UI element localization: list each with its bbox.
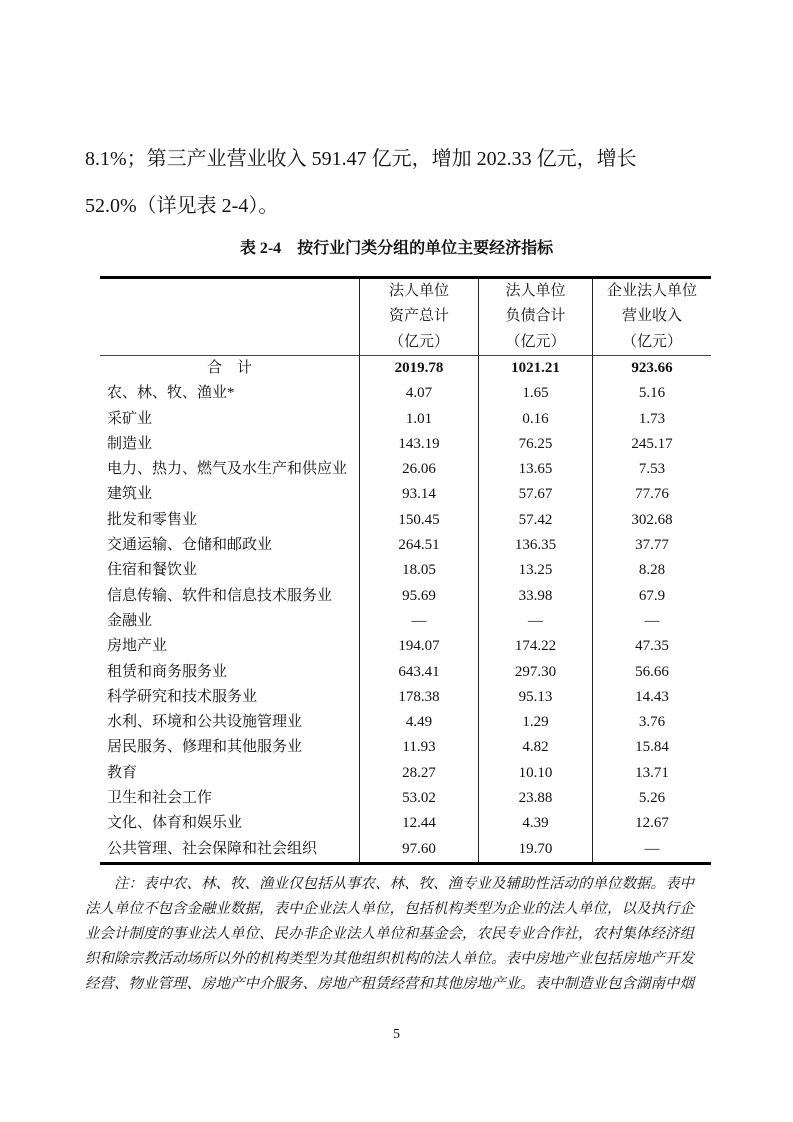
industry-row-label: 农、林、牧、渔业* [107, 385, 235, 402]
industry-row-assets: 1.01 [359, 407, 478, 432]
industry-row-assets: 26.06 [359, 457, 478, 482]
industry-row-liabilities: 57.67 [478, 482, 592, 507]
industry-row-label: 卫生和社会工作 [107, 790, 213, 807]
industry-row-revenue: 47.35 [592, 634, 711, 659]
industry-row-revenue: 1.73 [592, 407, 711, 432]
header-assets-line-2: 资产总计 [388, 308, 449, 325]
industry-row-revenue: 5.26 [592, 786, 711, 811]
industry-row-label: 教育 [107, 764, 138, 781]
industry-row-label: 住宿和餐饮业 [107, 562, 198, 579]
industry-row-assets: — [359, 609, 478, 634]
industry-row-label: 科学研究和技术服务业 [107, 688, 258, 705]
total-row-revenue: 923.66 [592, 356, 711, 381]
industry-row-assets: 178.38 [359, 685, 478, 710]
header-revenue-line-1: 企业法人单位 [606, 282, 697, 299]
industry-row-label: 电力、热力、燃气及水生产和供应业 [107, 461, 348, 478]
industry-row-liabilities: 13.25 [478, 558, 592, 583]
industry-row-liabilities: — [478, 609, 592, 634]
industry-row-assets: 93.14 [359, 482, 478, 507]
industry-row-assets: 28.27 [359, 761, 478, 786]
total-row-assets: 2019.78 [359, 356, 478, 381]
intro-line-2: 52.0%（详见表 2-4）。 [85, 195, 279, 217]
header-assets-unit: （亿元） [388, 333, 449, 350]
industry-row-revenue: 3.76 [592, 710, 711, 735]
header-revenue-unit: （亿元） [621, 333, 682, 350]
industry-row-label: 租赁和商务服务业 [107, 663, 228, 680]
industry-row-label: 居民服务、修理和其他服务业 [107, 739, 303, 756]
industry-row-liabilities: 297.30 [478, 660, 592, 685]
industry-row-assets: 194.07 [359, 634, 478, 659]
industry-row-liabilities: 57.42 [478, 508, 592, 533]
table-title: 表 2-4 按行业门类分组的单位主要经济指标 [239, 240, 554, 257]
industry-row-assets: 264.51 [359, 533, 478, 558]
table-note [85, 872, 715, 997]
industry-row-label: 建筑业 [107, 486, 153, 503]
header-liabilities-unit: （亿元） [505, 333, 566, 350]
industry-row-assets: 97.60 [359, 837, 478, 862]
industry-row-label: 房地产业 [107, 638, 168, 655]
industry-row-revenue: 245.17 [592, 432, 711, 457]
header-revenue-line-2: 营业收入 [621, 308, 682, 325]
industry-row-liabilities: 1.65 [478, 381, 592, 406]
industry-row-revenue: 77.76 [592, 482, 711, 507]
industry-row-label: 公共管理、社会保障和社会组织 [107, 840, 318, 857]
industry-row-liabilities: 174.22 [478, 634, 592, 659]
table-header-liabilities [478, 279, 592, 356]
industry-row-revenue: 12.67 [592, 811, 711, 836]
industry-row-liabilities: 10.10 [478, 761, 592, 786]
intro-paragraph [85, 136, 715, 230]
header-liabilities-line-2: 负债合计 [505, 308, 566, 325]
industry-row-revenue: 7.53 [592, 457, 711, 482]
industry-row-assets: 643.41 [359, 660, 478, 685]
economic-indicators-table [100, 276, 711, 865]
industry-row-liabilities: 4.82 [478, 735, 592, 760]
industry-row-revenue: 5.16 [592, 381, 711, 406]
industry-row-label: 制造业 [107, 435, 153, 452]
industry-row-revenue: 302.68 [592, 508, 711, 533]
industry-row-liabilities: 23.88 [478, 786, 592, 811]
page-number: 5 [393, 1026, 400, 1042]
industry-row-revenue: 14.43 [592, 685, 711, 710]
header-assets-line-1: 法人单位 [388, 282, 449, 299]
industry-row-assets: 143.19 [359, 432, 478, 457]
note-line-2: 法人单位不包含金融业数据，表中企业法人单位，包括机构类型为企业的法人单位，以及执行企 [85, 900, 694, 917]
note-line-5: 经营、物业管理、房地产中介服务、房地产租赁经营和其他房地产业。表中制造业包含湖南中烟 [85, 975, 694, 992]
industry-row-assets: 11.93 [359, 735, 478, 760]
table-header-revenue [592, 279, 711, 356]
industry-row-assets: 4.49 [359, 710, 478, 735]
industry-row-revenue: 8.28 [592, 558, 711, 583]
industry-row-revenue: — [592, 837, 711, 862]
note-line-3: 业会计制度的事业法人单位、民办非企业法人单位和基金会，农民专业合作社，农村集体经济组 [85, 925, 694, 942]
industry-row-revenue: 13.71 [592, 761, 711, 786]
industry-row-revenue: 15.84 [592, 735, 711, 760]
industry-row-revenue: — [592, 609, 711, 634]
total-row-liabilities: 1021.21 [478, 356, 592, 381]
industry-row-liabilities: 76.25 [478, 432, 592, 457]
industry-row-liabilities: 95.13 [478, 685, 592, 710]
industry-row-label: 信息传输、软件和信息技术服务业 [107, 587, 333, 604]
industry-row-liabilities: 0.16 [478, 407, 592, 432]
industry-row-assets: 12.44 [359, 811, 478, 836]
intro-line-1: 8.1%；第三产业营业收入 591.47 亿元，增加 202.33 亿元，增长 [85, 148, 637, 170]
note-line-4: 织和除宗教活动场所以外的机构类型为其他组织机构的法人单位。表中房地产业包括房地产开发 [85, 950, 694, 967]
industry-row-liabilities: 33.98 [478, 584, 592, 609]
note-line-1: 注：表中农、林、牧、渔业仅包括从事农、林、牧、渔专业及辅助性活动的单位数据。表中 [114, 875, 694, 892]
industry-row-assets: 4.07 [359, 381, 478, 406]
industry-row-liabilities: 13.65 [478, 457, 592, 482]
industry-row-revenue: 56.66 [592, 660, 711, 685]
table-header-assets [359, 279, 478, 356]
industry-row-label: 金融业 [107, 612, 153, 629]
industry-row-label: 水利、环境和公共设施管理业 [107, 714, 303, 731]
industry-row-revenue: 37.77 [592, 533, 711, 558]
header-liabilities-line-1: 法人单位 [505, 282, 566, 299]
industry-row-assets: 53.02 [359, 786, 478, 811]
industry-row-assets: 95.69 [359, 584, 478, 609]
industry-row-revenue: 67.9 [592, 584, 711, 609]
industry-row-liabilities: 136.35 [478, 533, 592, 558]
industry-row-assets: 18.05 [359, 558, 478, 583]
table-header-label-column [100, 279, 359, 356]
industry-row-assets: 150.45 [359, 508, 478, 533]
industry-row-liabilities: 19.70 [478, 837, 592, 862]
industry-row-label: 交通运输、仓储和邮政业 [107, 537, 273, 554]
industry-row-label: 采矿业 [107, 410, 153, 427]
industry-row-label: 文化、体育和娱乐业 [107, 815, 243, 832]
industry-row-label: 批发和零售业 [107, 511, 198, 528]
total-row-label: 合 计 [206, 360, 252, 376]
industry-row-liabilities: 1.29 [478, 710, 592, 735]
industry-row-liabilities: 4.39 [478, 811, 592, 836]
